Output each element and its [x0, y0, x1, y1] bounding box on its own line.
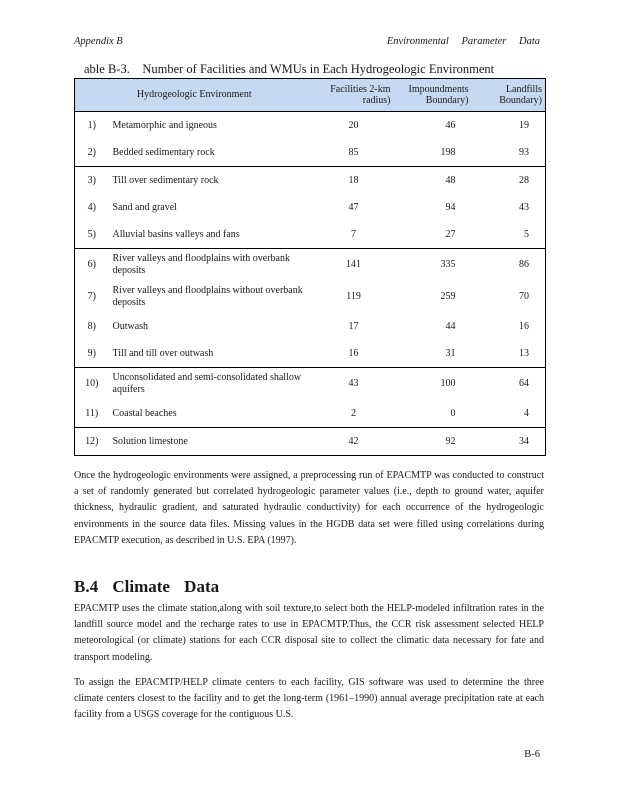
row-index: 2) [75, 139, 109, 167]
row-index: 3) [75, 167, 109, 195]
row-impoundments: 100 [394, 368, 472, 401]
row-index: 12) [75, 428, 109, 456]
row-impoundments: 27 [445, 228, 456, 240]
row-landfills: 16 [472, 313, 546, 340]
table-row [75, 167, 546, 195]
table-row [75, 112, 546, 140]
section-title: Climate Data [112, 577, 220, 596]
row-facilities: 119 [346, 291, 361, 302]
row-landfills: 13 [472, 340, 546, 368]
row-landfills: 19 [472, 112, 546, 140]
row-impoundments: 46 [394, 112, 472, 140]
row-environment: River valleys and floodplains without overbank deposits [112, 285, 303, 308]
table-row [75, 221, 546, 249]
row-facilities: 16 [348, 347, 359, 359]
row-landfills: 5 [472, 221, 546, 249]
row-environment: Alluvial basins valleys and fans [112, 228, 240, 240]
section-heading [74, 577, 219, 597]
row-impoundments: 31 [445, 347, 456, 359]
running-header-left: Appendix B [74, 36, 123, 47]
row-landfills: 86 [472, 249, 546, 282]
row-facilities: 43 [314, 368, 394, 401]
running-header-right: Environmental Parameter Data [386, 36, 540, 47]
row-index: 6) [75, 249, 109, 282]
row-index: 7) [75, 281, 109, 313]
table-row [75, 400, 546, 428]
row-facilities: 17 [348, 320, 359, 332]
table-row [75, 368, 546, 401]
table-body [75, 112, 546, 456]
row-impoundments: 94 [445, 201, 456, 213]
row-facilities: 20 [314, 112, 394, 140]
table-row [75, 281, 546, 313]
row-impoundments: 48 [394, 167, 472, 195]
row-landfills: 93 [472, 139, 546, 167]
row-facilities: 141 [314, 249, 394, 282]
row-index: 1) [75, 112, 109, 140]
row-environment: Till and till over outwash [112, 347, 214, 359]
page-number: B-6 [524, 749, 540, 760]
paragraph-preprocessing: Once the hydrogeologic environments were assigned, a preprocessing run of EPACMTP was conducted to construct a set of randomly generated but correlated hydrogeologic parameter values (i.e., depth to ground water, aquifer thickness, hydraulic gradient, and saturated hydraulic conductivity) for each occurrence of the hydrogeologic environments in the source data files. Missing values in the HGDB data set were filled using correlations during EPACMTP execution, as described in U.S. EPA (1997). [74, 470, 544, 546]
row-index: 4) [75, 194, 109, 221]
row-impoundments: 44 [445, 320, 456, 332]
row-environment: Bedded sedimentary rock [112, 146, 215, 158]
table-row [75, 194, 546, 221]
row-impoundments: 92 [394, 428, 472, 456]
table-row [75, 139, 546, 167]
row-facilities: 47 [348, 201, 359, 213]
table-row [75, 249, 546, 282]
col-header-impoundments: Impoundments Boundary) [394, 79, 472, 112]
row-impoundments: 335 [394, 249, 472, 282]
table-row [75, 313, 546, 340]
table-row [75, 340, 546, 368]
row-environment: Sand and gravel [112, 201, 177, 213]
row-index: 5) [75, 221, 109, 249]
table-caption: able B-3. Number of Facilities and WMUs in Each Hydrogeologic Environment [84, 62, 495, 76]
row-environment: River valleys and floodplains with overbank deposits [109, 249, 314, 282]
row-environment: Till over sedimentary rock [109, 167, 314, 195]
row-landfills: 34 [472, 428, 546, 456]
row-index: 9) [75, 340, 109, 368]
row-landfills: 64 [472, 368, 546, 401]
table-header-row [75, 79, 546, 112]
col-header-facilities: Facilities 2-km radius) [314, 79, 394, 112]
row-landfills: 4 [472, 400, 546, 428]
row-impoundments: 0 [450, 407, 456, 419]
row-environment: Metamorphic and igneous [109, 112, 314, 140]
row-facilities: 42 [314, 428, 394, 456]
row-facilities: 7 [351, 228, 357, 240]
row-index: 10) [75, 368, 109, 401]
section-number: B.4 [74, 577, 99, 596]
row-landfills: 43 [472, 194, 546, 221]
paragraph-climate-centers: To assign the EPACMTP/HELP climate centers to each facility, GIS software was used to determine the three climate centers closest to the facility and to get the long-term (1961–1990) annual average precipitation rate at each facility from a USGS coverage for the contiguous U.S. [74, 677, 544, 721]
row-index: 11) [75, 400, 109, 428]
row-index: 8) [75, 313, 109, 340]
row-environment: Outwash [112, 320, 149, 332]
row-environment: Unconsolidated and semi-consolidated shallow aquifers [109, 368, 314, 401]
row-environment: Solution limestone [109, 428, 314, 456]
paragraph-climate-station: EPACMTP uses the climate station,along with soil texture,to select both the HELP-modeled infiltration rates in the landfill source model and the recharge rates to use in EPACMTP.Thus, the CCR risk assessment selected HELP meteorological (or climate) stations for each CCR disposal site to collect the climatic data necessary for fate and transport modeling. [74, 603, 544, 663]
row-facilities: 2 [351, 407, 357, 419]
row-environment: Coastal beaches [112, 407, 177, 419]
row-landfills: 28 [472, 167, 546, 195]
col-header-environment: Hydrogeologic Environment [75, 79, 314, 112]
row-facilities: 18 [314, 167, 394, 195]
table-row [75, 428, 546, 456]
col-header-landfills: Landfills Boundary) [472, 79, 546, 112]
row-impoundments: 259 [440, 291, 456, 302]
hydrogeologic-table [74, 78, 546, 456]
row-impoundments: 198 [440, 146, 456, 158]
row-facilities: 85 [348, 146, 359, 158]
row-landfills: 70 [472, 281, 546, 313]
